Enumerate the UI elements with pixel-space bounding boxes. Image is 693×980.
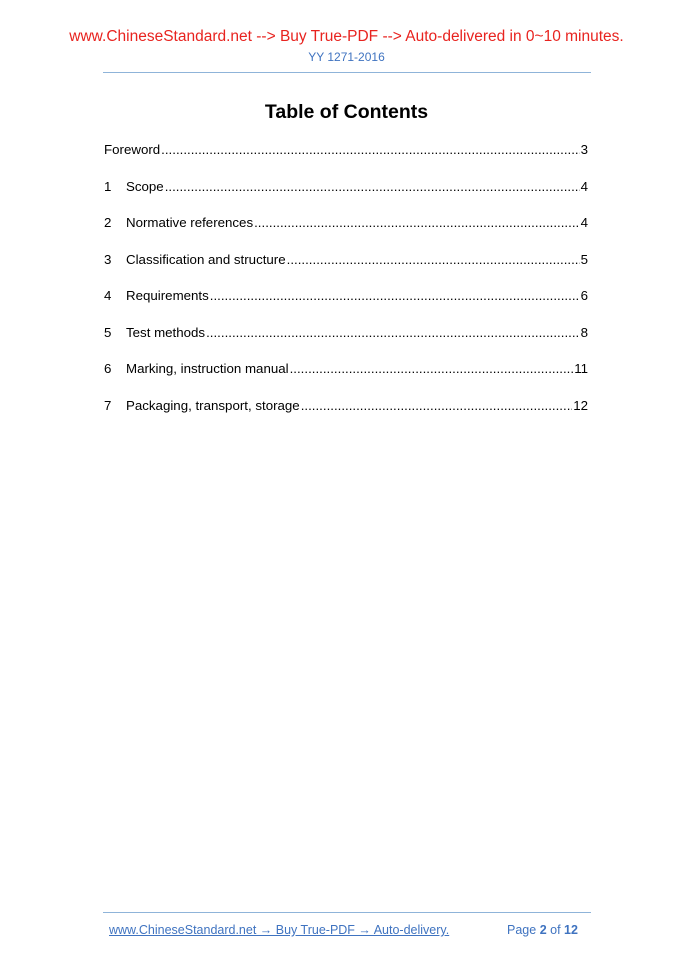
page-of: of xyxy=(550,923,561,937)
page-title: Table of Contents xyxy=(264,101,429,123)
header-divider xyxy=(103,72,591,73)
toc-entry-label: Foreword xyxy=(104,142,161,157)
toc-entry-number: 3 xyxy=(104,251,112,267)
toc-leader-dots xyxy=(210,288,580,303)
toc-entry-requirements[interactable] xyxy=(104,288,588,325)
toc-entry-page: 6 xyxy=(580,288,588,303)
toc-entry-page: 4 xyxy=(580,178,588,194)
toc-entry-test-methods[interactable] xyxy=(104,325,588,362)
toc-entry-page: 5 xyxy=(580,251,588,267)
toc-entry-normative-references[interactable] xyxy=(104,215,588,252)
toc-leader-dots xyxy=(161,142,579,157)
page-word: Page xyxy=(507,923,537,937)
toc-entry-label: Test methods xyxy=(126,324,206,340)
toc-entry-label: Classification and structure xyxy=(126,251,286,267)
toc-entry-page: 3 xyxy=(580,142,588,157)
toc-entry-number: 5 xyxy=(104,324,112,340)
page-current: 2 xyxy=(539,923,547,937)
toc-entry-number: 4 xyxy=(104,288,112,303)
footer-divider xyxy=(103,912,591,913)
toc-entry-label: Packaging, transport, storage xyxy=(126,397,300,413)
toc-entry-page: 8 xyxy=(580,324,588,340)
toc-entry-foreword[interactable] xyxy=(104,142,588,179)
toc-entry-number: 6 xyxy=(104,361,112,376)
header-banner[interactable]: www.ChineseStandard.net --> Buy True-PDF --> Auto-delivered in 0~10 minutes. xyxy=(69,28,624,45)
toc-entry-label: Requirements xyxy=(126,288,209,303)
toc-leader-dots xyxy=(165,179,580,194)
document-id: YY 1271-2016 xyxy=(308,50,385,64)
toc-entry-number: 2 xyxy=(104,215,112,230)
toc-leader-dots xyxy=(254,215,579,230)
toc-entry-scope[interactable] xyxy=(104,179,588,216)
toc-entry-packaging[interactable] xyxy=(104,398,588,435)
toc-entry-label: Scope xyxy=(126,178,164,194)
toc-entry-number: 1 xyxy=(104,178,112,194)
page-number xyxy=(507,923,578,937)
toc-entry-page: 4 xyxy=(580,215,588,230)
footer-link[interactable]: www.ChineseStandard.net → Buy True-PDF → Auto-delivery. xyxy=(109,923,450,937)
toc-entry-page: 12 xyxy=(573,397,588,413)
toc-entry-marking[interactable] xyxy=(104,361,588,398)
toc-leader-dots xyxy=(301,398,573,413)
page-total: 12 xyxy=(564,923,578,937)
toc-leader-dots xyxy=(287,252,580,267)
table-of-contents xyxy=(104,142,588,434)
toc-leader-dots xyxy=(290,361,574,376)
toc-entry-classification[interactable] xyxy=(104,252,588,289)
toc-entry-page: 11 xyxy=(574,361,588,376)
toc-entry-label: Normative references xyxy=(126,215,254,230)
toc-entry-label: Marking, instruction manual xyxy=(126,361,289,376)
toc-entry-number: 7 xyxy=(104,397,112,413)
toc-leader-dots xyxy=(206,325,580,340)
